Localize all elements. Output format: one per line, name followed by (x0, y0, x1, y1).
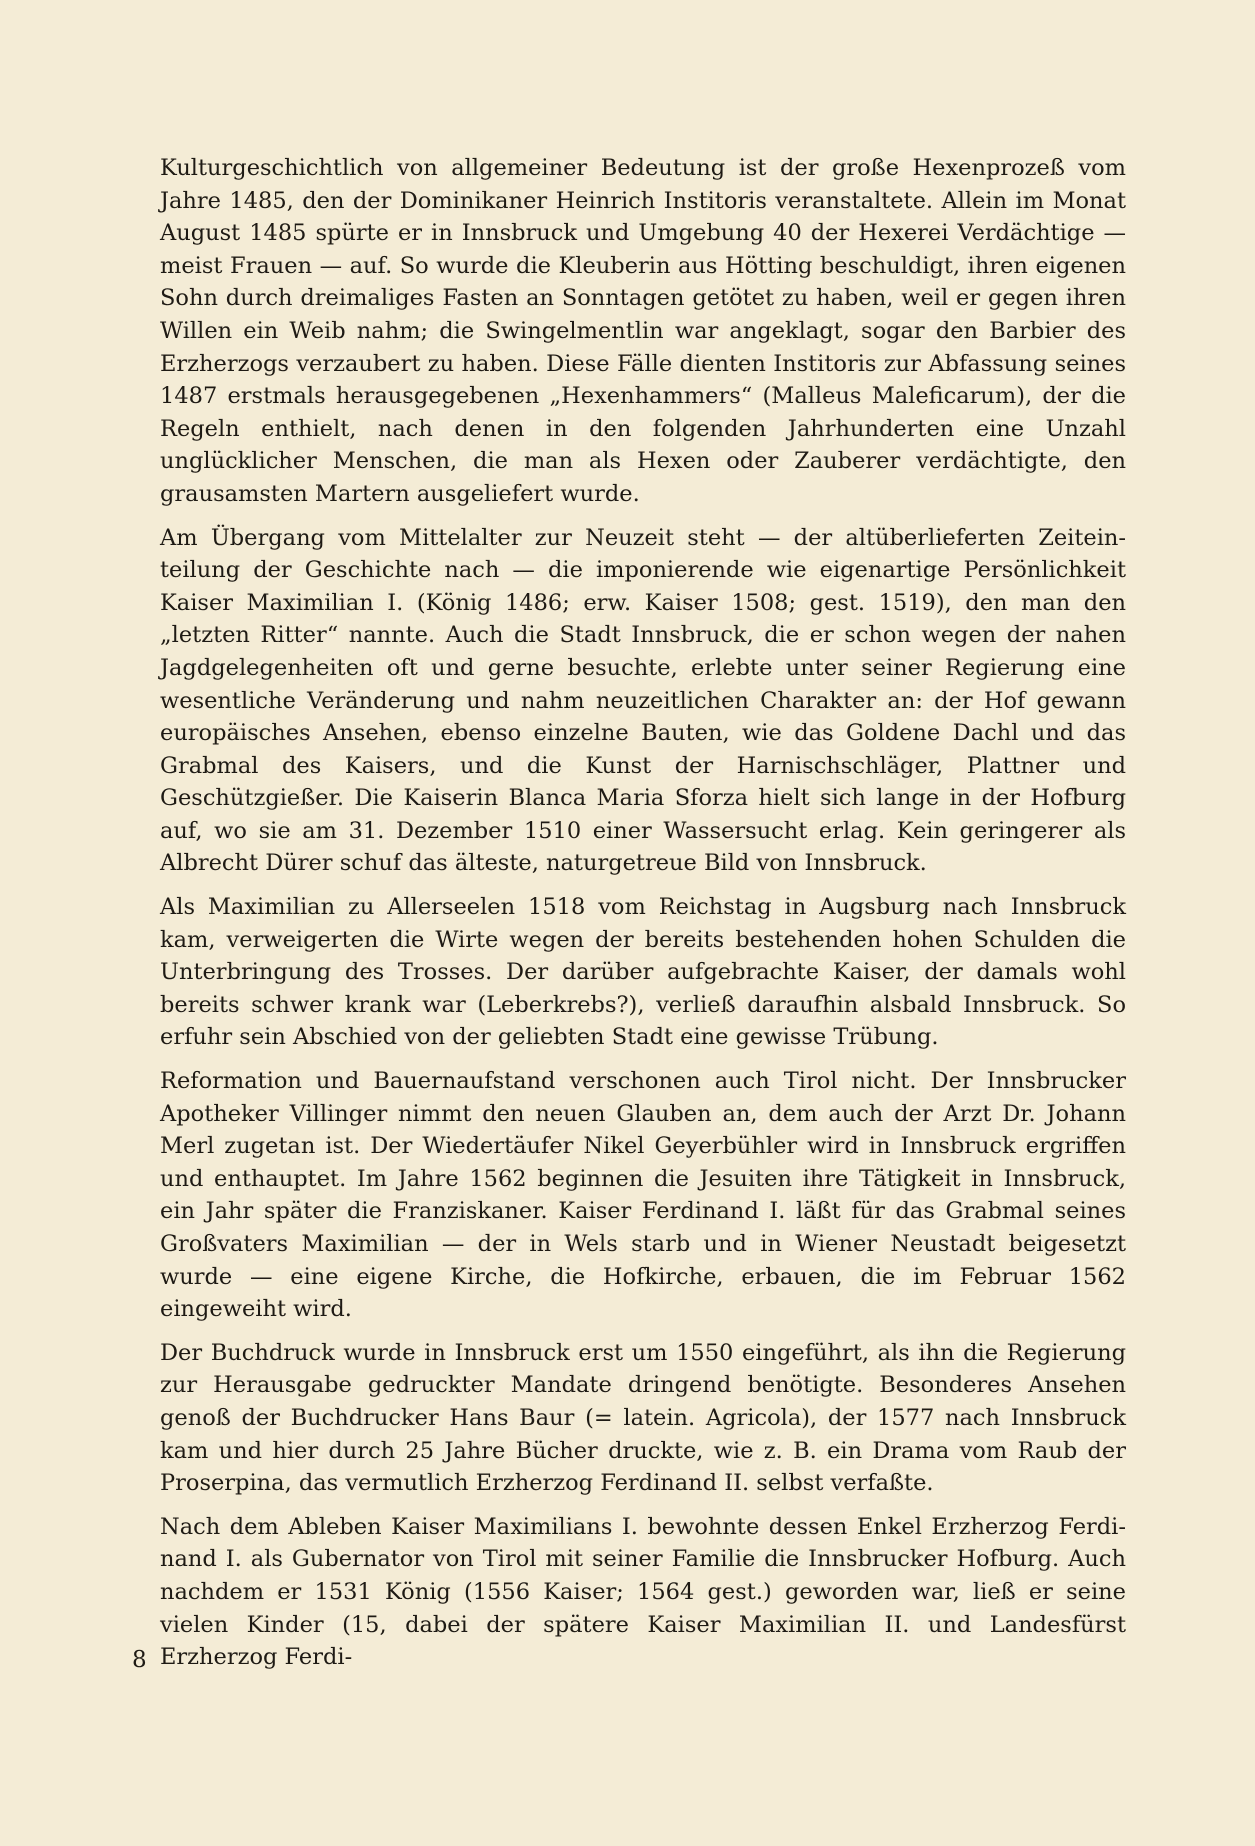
paragraph-buchdruck: Der Buchdruck wurde in Innsbruck erst um 1550 eingeführt, als ihn die Regierung zur Herausgabe gedruckter Mandate dringend benötigte. Besonderes Ansehen genoß der Buchdrucker Hans Baur (= latein. Agricola), der 1577 nach Innsbruck kam und hier durch 25 Jahre Bücher druckte, wie z. B. ein Drama vom Raub der Proserpina, das vermutlich Erzherzog Ferdinand II. selbst verfaßte. (160, 1339, 1126, 1497)
body-text (160, 152, 1126, 1685)
paragraph-maximilian: Am Übergang vom Mittelalter zur Neuzeit steht — der altüberlieferten Zeiteinteilung der Geschichte nach — die imponierende wie eigenartige Persönlichkeit Kaiser Maximilian I. (König 1486; erw. Kaiser 1508; gest. 1519), den man den „letzten Ritter“ nannte. Auch die Stadt Innsbruck, die er schon wegen der nahen Jagdgelegenheiten oft und gerne besuchte, erlebte unter seiner Regierung eine wesentliche Veränderung und nahm neuzeitlichen Charakter an: der Hof gewann europäisches Ansehen, ebenso einzelne Bauten, wie das Goldene Dachl und das Grabmal des Kaisers, und die Kunst der Harnischschläger, Plattner und Geschützgießer. Die Kaiserin Blanca Maria Sforza hielt sich lange in der Hofburg auf, wo sie am 31. Dezember 1510 einer Wassersucht erlag. Kein geringerer als Albrecht Dürer schuf das älteste, naturgetreue Bild von Innsbruck. (160, 524, 1126, 877)
paragraph-hexenprozess: Kulturgeschichtlich von allgemeiner Bedeutung ist der große Hexenprozeß vom Jahre 1485, den der Dominikaner Heinrich Institoris veranstaltete. Allein im Monat August 1485 spürte er in Innsbruck und Umgebung 40 der Hexerei Verdächtige — meist Frauen — auf. So wurde die Kleuberin aus Hötting beschuldigt, ihren eigenen Sohn durch dreimaliges Fasten an Sonntagen getötet zu haben, weil er gegen ihren Willen ein Weib nahm; die Swingelmentlin war angeklagt, sogar den Barbier des Erzherzogs verzaubert zu haben. Diese Fälle dienten Institoris zur Abfassung seines 1487 erstmals herausgegebenen „Hexenhammers“ (Malleus Maleficarum), der die Regeln enthielt, nach denen in den folgenden Jahrhunderten eine Unzahl unglücklicher Menschen, die man als Hexen oder Zauberer verdächtigte, den grausamsten Martern ausgeliefert wurde. (160, 155, 1126, 507)
paragraph-reformation: Reformation und Bauernaufstand verschonen auch Tirol nicht. Der Innsbrucker Apotheker Villinger nimmt den neuen Glauben an, dem auch der Arzt Dr. Johann Merl zugetan ist. Der Wiedertäufer Nikel Geyerbühler wird in Innsbruck ergriffen und enthauptet. Im Jahre 1562 beginnen die Jesuiten ihre Tätigkeit in Innsbruck, ein Jahr später die Franziskaner. Kaiser Ferdinand I. läßt für das Grabmal seines Großvaters Maximilian — der in Wels starb und in Wiener Neustadt beigesetzt wurde — eine eigene Kirche, die Hofkirche, erbauen, die im Februar 1562 eingeweiht wird. (160, 1068, 1126, 1323)
paragraph-ferdinand: Nach dem Ableben Kaiser Maximilians I. bewohnte dessen Enkel Erzherzog Ferdinand I. als Gubernator von Tirol mit seiner Familie die Innsbrucker Hofburg. Auch nachdem er 1531 König (1556 Kaiser; 1564 gest.) geworden war, ließ er seine vielen Kinder (15, dabei der spätere Kaiser Maximilian II. und Landesfürst Erzherzog Ferdi- (160, 1513, 1126, 1671)
page-number: 8 (132, 1647, 147, 1673)
paragraph-allerseelen: Als Maximilian zu Allerseelen 1518 vom Reichstag in Augsburg nach Innsbruck kam, verweigerten die Wirte wegen der bereits bestehenden hohen Schulden die Unterbringung des Trosses. Der darüber aufgebrachte Kaiser, der damals wohl bereits schwer krank war (Leberkrebs?), verließ daraufhin alsbald Innsbruck. So erfuhr sein Abschied von der geliebten Stadt eine gewisse Trübung. (160, 894, 1126, 1051)
